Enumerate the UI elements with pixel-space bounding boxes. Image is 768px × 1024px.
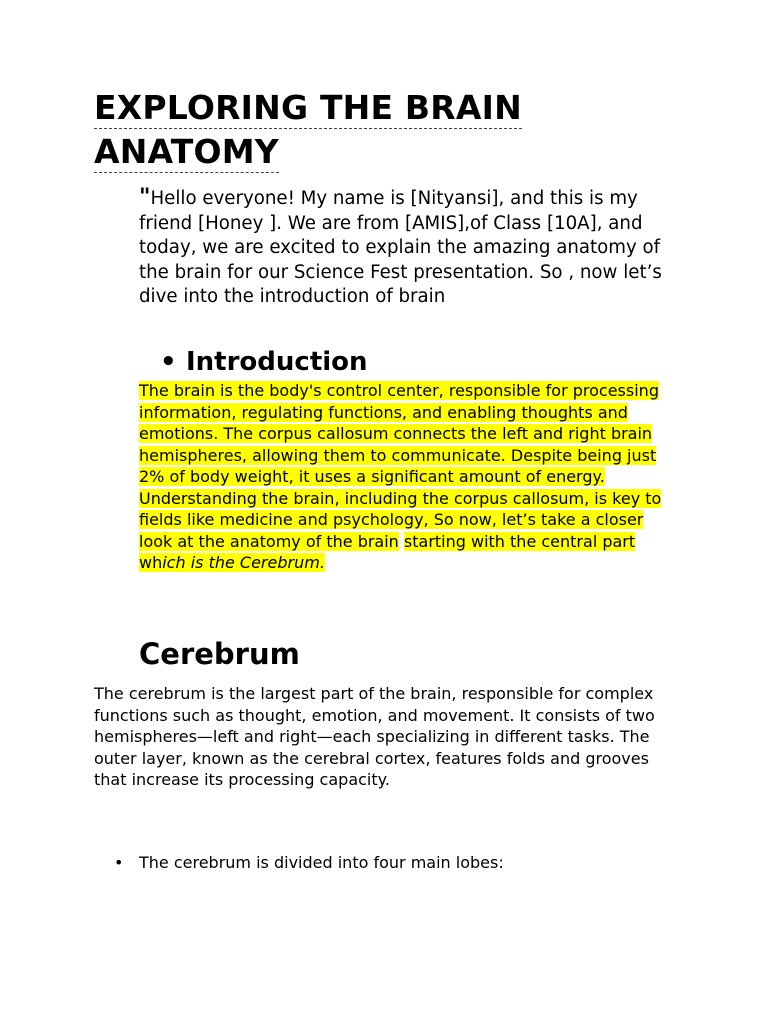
document-title (94, 86, 654, 174)
bullet-icon: • (114, 853, 124, 872)
title-line-2: ANATOMY (94, 132, 279, 171)
introduction-heading-text: Introduction (186, 347, 368, 377)
bullet-icon: • (160, 347, 177, 377)
intro-text: Hello everyone! My name is [Nityansi], and this is my friend [Honey ]. We are from [AMIS],of Class [10A], and today, we are excited to explain the amazing anatomy of the brain for our Science Fest presentation. So , now let’s dive into the introduction of brain (139, 188, 662, 307)
introduction-heading (160, 346, 368, 378)
introduction-paragraph (139, 380, 679, 574)
opening-quote-mark: " (139, 185, 151, 210)
highlighted-text-2: starting with the central part wh (139, 531, 636, 572)
cerebrum-paragraph: The cerebrum is the largest part of the brain, responsible for complex functions such as thought, emotion, and movement. It consists of two hemispheres—left and right—each specializing in different tasks. The outer layer, known as the cerebral cortex, features folds and grooves that increase its processing capacity. (94, 684, 655, 789)
list-item (114, 852, 504, 874)
highlighted-text-3: ich is the Cerebrum. (162, 553, 325, 572)
title-line-1: EXPLORING THE BRAIN (94, 88, 522, 127)
highlighted-text-1: The brain is the body's control center, responsible for processing information, regulating functions, and enabling thoughts and emotions. The corpus callosum connects the left and right brain hemispheres, allowing them to communicate. Despite being just 2% of body weight, it uses a significant amount of energy. Understanding the brain, including the corpus callosum, is key to fields like medicine and psychology, So now, let’s take a closer look at the anatomy of the brain (139, 381, 662, 551)
cerebrum-heading: Cerebrum (139, 637, 300, 671)
list-item-text: The cerebrum is divided into four main lobes: (139, 853, 504, 872)
intro-paragraph (139, 186, 684, 310)
